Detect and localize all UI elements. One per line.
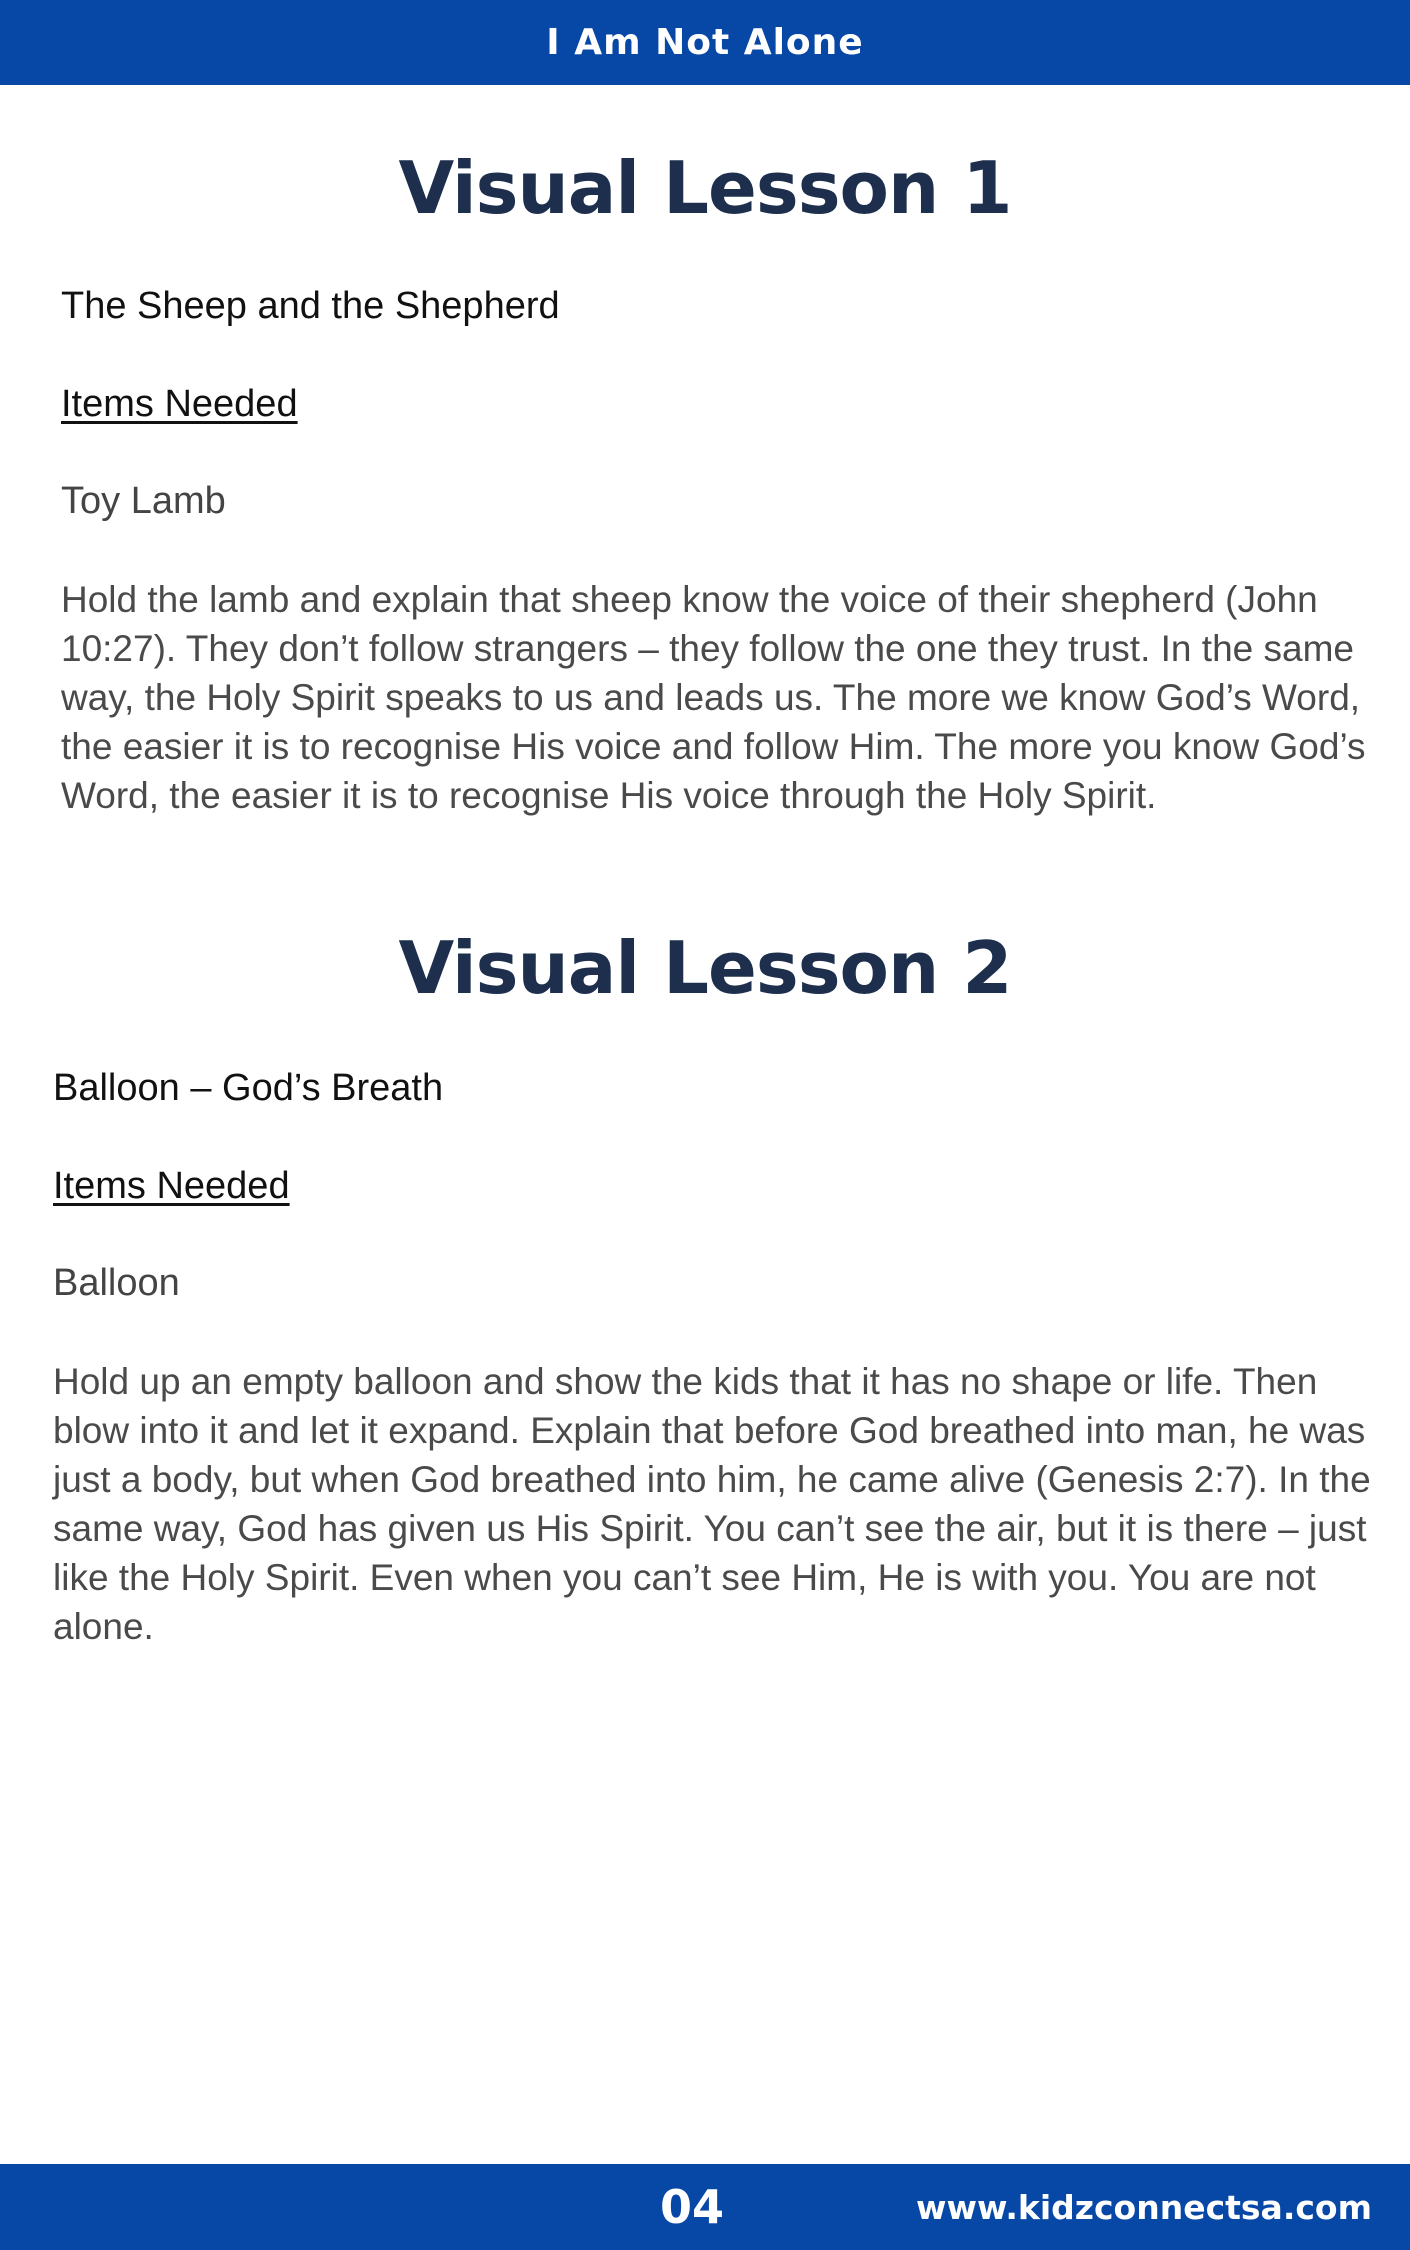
website-link[interactable]: www.kidzconnectsa.com (916, 2188, 1372, 2227)
page-title: I Am Not Alone (546, 22, 864, 63)
lesson-2-item: Balloon (53, 1262, 180, 1305)
page-number: 04 (660, 2180, 725, 2234)
header-bar (0, 0, 1410, 85)
lesson-1-body: Hold the lamb and explain that sheep know the voice of their shepherd (John 10:27). They don’t follow strangers – they follow the one they trust. In the same way, the Holy Spirit speaks to us and leads us. The more we know God’s Word, the easier it is to recognise His voice and follow Him. The more you know God’s Word, the easier it is to recognise His voice through the Holy Spirit. (61, 578, 1366, 816)
lesson-1-section (61, 284, 1381, 820)
lesson-1-item: Toy Lamb (61, 480, 226, 523)
footer-bar (0, 2164, 1410, 2250)
lesson-1-heading: Visual Lesson 1 (398, 146, 1012, 230)
lesson-2-heading: Visual Lesson 2 (398, 926, 1012, 1010)
lesson-1-items-label: Items Needed (61, 382, 298, 425)
lesson-2-subtitle: Balloon – God’s Breath (53, 1067, 444, 1109)
lesson-2-body: Hold up an empty balloon and show the kids that it has no shape or life. Then blow into it and let it expand. Explain that before God breathed into man, he was just a body, but when God breathed into him, he came alive (Genesis 2:7). In the same way, God has given us His Spirit. You can’t see the air, but it is there – just like the Holy Spirit. Even when you can’t see Him, He is with you. You are not alone. (53, 1360, 1371, 1647)
lesson-2-section (53, 1066, 1373, 1651)
lesson-2-items-label: Items Needed (53, 1164, 290, 1207)
lesson-1-subtitle: The Sheep and the Shepherd (61, 285, 560, 327)
